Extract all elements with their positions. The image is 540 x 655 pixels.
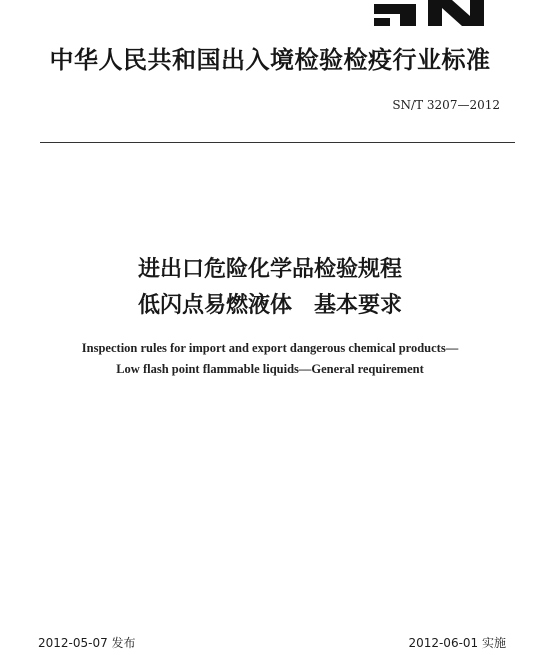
- standard-number: SN/T 3207—2012: [392, 98, 500, 112]
- issuing-organization: 中华人民共和国出入境检验检疫行业标准: [49, 46, 491, 74]
- implementation-date: 2012-06-01 实施: [408, 636, 506, 650]
- sn-logo-icon: [372, 0, 492, 26]
- english-title-line-2: Low flash point flammable liquids—General requirement: [116, 362, 424, 376]
- english-title-line-1: Inspection rules for import and export dangerous chemical products—: [81, 341, 459, 355]
- header-divider: [40, 142, 515, 143]
- chinese-title-line-2: 低闪点易燃液体 基本要求: [137, 293, 402, 318]
- chinese-title-line-1: 进出口危险化学品检验规程: [137, 257, 402, 282]
- issue-date: 2012-05-07 发布: [38, 636, 136, 650]
